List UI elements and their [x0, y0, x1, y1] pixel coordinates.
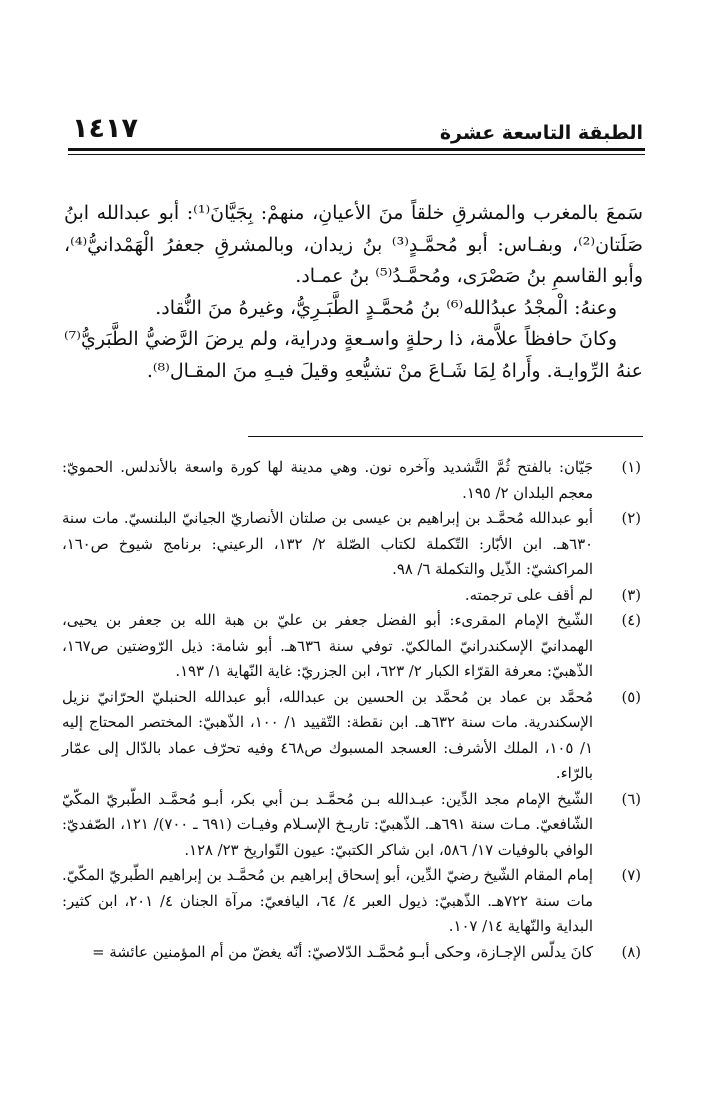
main-text: [64, 198, 643, 387]
footnote-text: الشّيخ الإمام المقرىء: أبو الفضل جعفر بن عليّ بن هبة الله بن جعفر بن يحيى، الهمدانيّ الإسكندرانيّ المالكيّ. توفي سنة ٦٣٦هـ. أبو شامة: ذيل الرّوضتين ص١٦٧، الذّهبيّ: معرفة القرّاء الكبار ٢/ ٦٢٣، ابن الجزريّ: غاية النّهاية ١/ ١٩٣.: [62, 612, 593, 680]
footnote-separator: [248, 436, 643, 437]
footnote-text: مُحمَّد بن عماد بن مُحمَّد بن الحسين بن عبدالله، أبو عبدالله الحنبليّ الحرّانيّ نزيل الإسكندرية. مات سنة ٦٣٢هـ. ابن نقطة: التّقييد ١/ ١٠٠، الذّهبيّ: المختصر المحتاج إليه ١/ ١٠٥، الملك الأشرف: العسجد المسبوك ص٤٦٨ وفيه تحرّف عماد بالدّال إلى عمّار بالرّاء.: [62, 688, 593, 782]
footnote-number: (٣): [621, 586, 641, 604]
footnote-7: [62, 863, 641, 940]
footnote-8: [62, 940, 641, 966]
header-rule: [68, 148, 645, 151]
running-title: الطبقة التاسعة عشرة: [439, 122, 643, 144]
footnote-number: (٢): [621, 510, 641, 527]
paragraph-1: سَمعَ بالمغرب والمشرقِ خلقاً منَ الأعيانِ، منهمْ: بِجَيَّانَ⁽¹⁾: أبو عبدالله ابنُ صَلَتان⁽²⁾، وبفـاس: أبو مُحمَّـدٍ⁽³⁾ بنُ زيدان، وبالمشرقِ جعفرُ الْهَمْدانيُّ⁽⁴⁾، وأبو القاسمِ بنُ صَصْرَى، ومُحمَّـدُ⁽⁵⁾ بنُ عمـاد.: [64, 202, 643, 287]
footnote-text: أبو عبدالله مُحمَّـد بن إبراهيم بن عيسى بن صلتان الأنصاريّ الجيانيّ البلنسيّ. مات سنة ٦٣٠هـ. ابن الأبّار: التّكملة لكتاب الصّلة ٢/ ١٣٢، الرعيني: برنامج شيوخ ص١٦٠، المراكشيّ: الذّيل والتكملة ٦/ ٩٨.: [62, 510, 593, 578]
footnote-text: جَيّان: بالفتح ثُمَّ التَّشديد وآخره نون. وهي مدينة لها كورة واسعة بالأندلس. الحمويّ: معجم البلدان ٢/ ١٩٥.: [62, 459, 593, 502]
paragraph-2: وعنهُ: الْمجْدُ عبدُالله⁽⁶⁾ بنُ مُحمَّـدٍ الطَّبَـرِيُّ، وغيرهُ منَ النُّقاد.: [155, 296, 617, 319]
footnote-5: [62, 685, 641, 787]
footnote-1: [62, 455, 641, 506]
footnote-number: (٧): [621, 867, 641, 884]
footnote-number: (٦): [621, 790, 641, 808]
footnote-text: كانَ يدلّس الإجـازة، وحكى أبـو مُحمَّـد الدّلاصيّ: أنّه يغضّ من أم المؤمنين عائشة =: [92, 943, 593, 961]
footnote-2: [62, 506, 641, 583]
footnotes: [62, 455, 641, 965]
paragraph-3: وكانَ حافظاً علاَّمة، ذا رحلةٍ واسـعةٍ ودراية، ولم يرضَ الرَّضيُّ الطَّبَريُّ⁽⁷⁾ عنهُ الرِّوايـة. وأَراهُ لِمَا شَـاعَ منْ تشيُّعهِ وقيلَ فيـهِ منَ المقـال⁽⁸⁾.: [64, 328, 643, 382]
footnote-number: (٤): [621, 612, 641, 629]
footnote-6: [62, 787, 641, 864]
footnote-text: لم أقف على ترجمته.: [464, 586, 593, 604]
footnote-number: (٨): [621, 943, 641, 961]
running-head: [72, 114, 643, 144]
footnote-3: [62, 583, 641, 609]
footnote-text: الشّيخ الإمام مجد الدِّين: عبـدالله بـن مُحمَّـد بـن أبي بكر، أبـو مُحمَّـد الطّبريّ المكّيّ الشّافعيّ. مـات سنة ٦٩١هـ. الذّهبيّ: تاريـخ الإسـلام وفيـات (٦٩١ ـ ٧٠٠)/ ١٢١، الصّفديّ: الوافي بالوفيات ١٧/ ٥٨٦، ابن شاكر الكتبيّ: عيون التّواريخ ٢٣/ ١٢٨.: [62, 790, 594, 859]
footnote-number: (٥): [621, 688, 641, 706]
footnote-text: إمام المقام الشّيخ رضيّ الدِّين، أبو إسحاق إبراهيم بن مُحمَّـد بن إبراهيم الطّبريّ المكّيّ. مات سنة ٧٢٢هـ. الذّهبيّ: ذيول العبر ٤/ ٦٤، اليافعيّ: مرآة الجنان ٤/ ٢٠١، ابن كثير: البداية والنّهاية ١٤/ ١٠٧.: [62, 867, 593, 935]
page-number: ١٤١٧: [72, 113, 138, 144]
footnote-4: [62, 608, 641, 685]
footnote-number: (١): [621, 459, 641, 476]
